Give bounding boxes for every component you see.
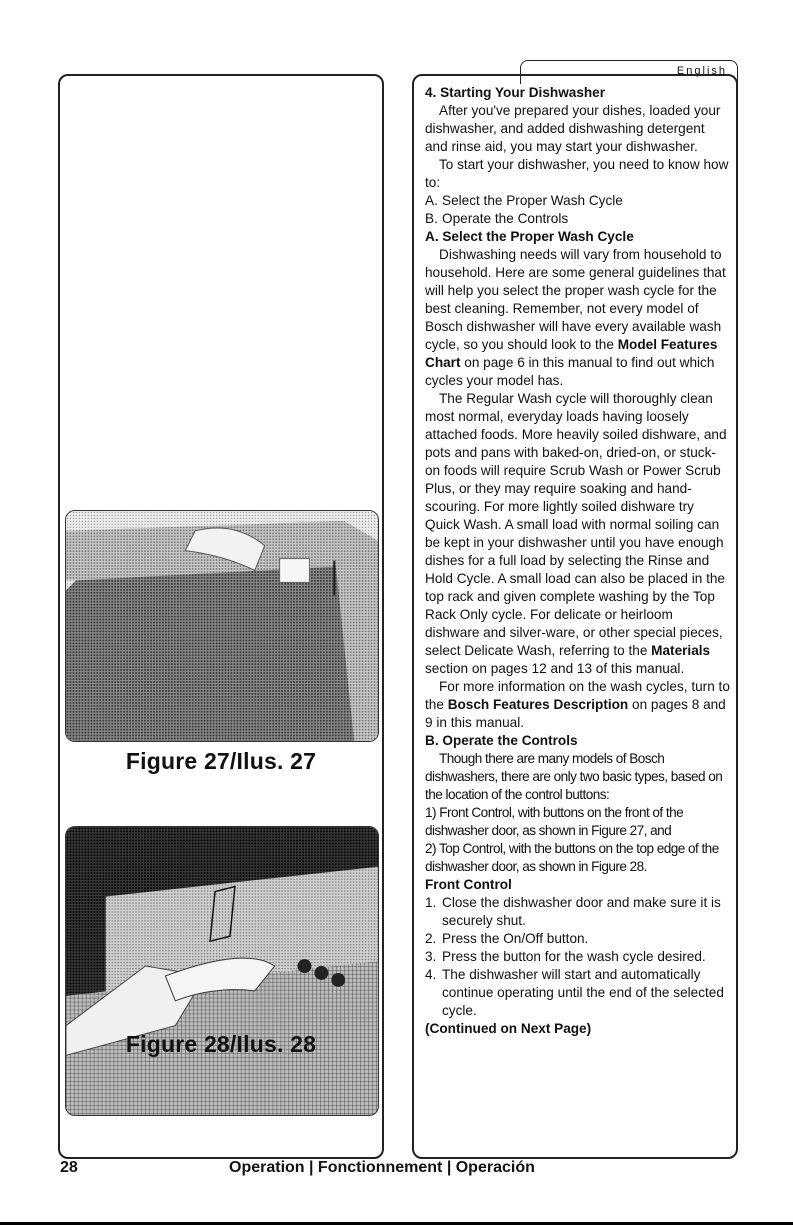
figure-27-caption: Figure 27/Ilus. 27 (125, 748, 317, 774)
list-item: B. Operate the Controls (425, 211, 569, 226)
figure-28-caption: Figure 28/Ilus. 28 (125, 1031, 317, 1057)
task-list (425, 192, 730, 228)
control-type-front: 1) Front Control, with buttons on the front of the dishwasher door, as shown in Figure 27, and (425, 805, 684, 838)
page-number: 28 (60, 1159, 78, 1176)
section-heading: 4. Starting Your Dishwasher (425, 85, 606, 100)
select-cycle-paragraph-3: For more information on the wash cycles, turn to the Bosch Features Description on pages 8 and 9 in this manual. (425, 679, 730, 730)
list-item: 4. The dishwasher will start and automatically continue operating until the end of the selected cycle. (425, 967, 724, 1018)
list-item: A. Select the Proper Wash Cycle (425, 193, 623, 208)
footer-section-title: Operation | Fonctionnement | Operación (229, 1159, 535, 1176)
language-tab: English (520, 60, 738, 84)
list-item: 2. Press the On/Off button. (425, 931, 589, 946)
need-to-know-paragraph: To start your dishwasher, you need to know how to: (425, 157, 729, 190)
operate-controls-paragraph: Though there are many models of Bosch dishwashers, there are only two basic types, based on the location of the control buttons: (425, 751, 723, 802)
figure-27-front-control-dishwasher (65, 510, 379, 742)
select-cycle-heading: A. Select the Proper Wash Cycle (425, 229, 634, 244)
continued-note: (Continued on Next Page) (425, 1021, 592, 1036)
instructions-panel (412, 74, 738, 1159)
list-item: 1. Close the dishwasher door and make sure it is securely shut. (425, 895, 721, 928)
operate-controls-heading: B. Operate the Controls (425, 733, 578, 748)
front-control-steps (425, 894, 730, 1020)
front-control-heading: Front Control (425, 877, 512, 892)
figure-28-top-control-dishwasher (65, 826, 379, 1116)
list-item: 3. Press the button for the wash cycle desired. (425, 949, 706, 964)
control-type-top: 2) Top Control, with the buttons on the top edge of the dishwasher door, as shown in Figure 28. (425, 841, 719, 874)
select-cycle-paragraph-1: Dishwashing needs will vary from household to household. Here are some general guidelines that will help you select the proper wash cycle for the best cleaning. Remember, not every model of Bosch dishwasher will have every available wash cycle, so you should look to the Model Features Chart on page 6 in this manual to find out which cycles your model has. (425, 247, 726, 388)
figure-panel (58, 74, 384, 1159)
intro-paragraph: After you've prepared your dishes, loaded your dishwasher, and added dishwashing detergent and rinse aid, you may start your dishwasher. (425, 103, 721, 154)
select-cycle-paragraph-2: The Regular Wash cycle will thoroughly clean most normal, everyday loads having loosely attached foods. More heavily soiled dishware, and pots and pans with baked-on, dried-on, or stuck-on foods will require Scrub Wash or Power Scrub Plus, or they may require soaking and hand-scouring. For more lightly soiled dishware try Quick Wash. A small load with normal soiling can be kept in your dishwasher until you have enough dishes for a full load by selecting the Rinse and Hold Cycle. A small load can also be placed in the top rack and given complete washing by the Top Rack Only cycle. For delicate or heirloom dishware and silver-ware, or other special pieces, select Delicate Wash, referring to the Materials section on pages 12 and 13 of this manual. (425, 391, 727, 676)
